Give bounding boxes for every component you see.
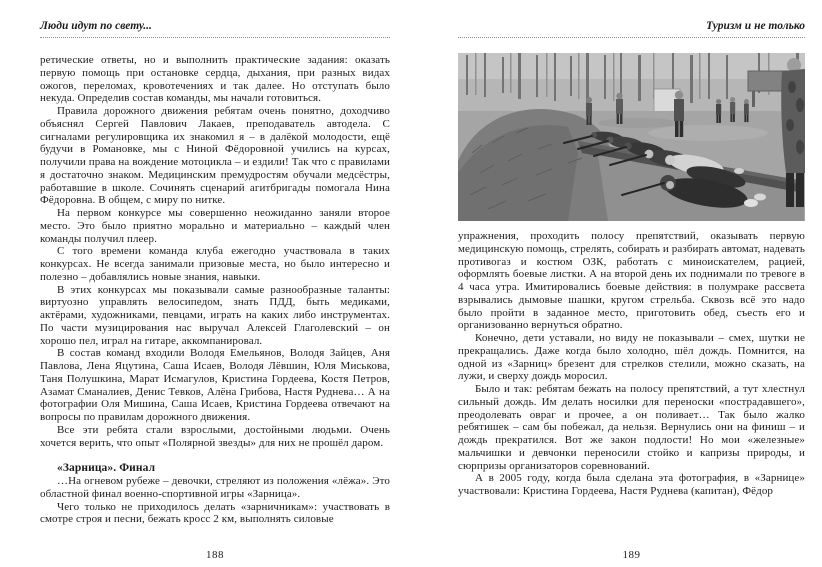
left-page [40, 20, 390, 567]
paragraph: На первом конкурсе мы совершенно неожиданно заняли второе место. Это было приятно морально и материально – каждый член команды получил плеер. [40, 207, 390, 245]
right-page [458, 20, 805, 567]
right-body-text [458, 230, 805, 498]
paragraph: ретические ответы, но и выполнить практические задания: оказать первую помощь при остановке сердца, дыхания, при разных видах ожогов, переломах, кровотечениях и так далее. Но отступать было некуда. Определив состав команды, мы начали готовиться. [40, 54, 390, 105]
section-heading: «Зарница». Финал [57, 462, 156, 475]
left-header-rule [40, 37, 390, 38]
paragraph: упражнения, проходить полосу препятствий, оказывать первую медицинскую помощь, стрелять, собирать и разбирать автомат, надевать противогаз и костюм ОЗК, работать с миноискателем, рацией, оформлять боевые листки. А на второй день их поднимали по тревоге в 4 часа утра. Имитировались боевые действия: в полумраке рассвета взрывались дымовые шашки, кругом стрельба. Сквозь всё это надо было пройти в заданное место, приготовить обед, съесть его и организованно вернуться обратно. [458, 230, 805, 332]
left-running-header: Люди идут по свету... [40, 20, 152, 32]
paragraph: В этих конкурсах мы показывали самые разнообразные таланты: виртуозно управлять велосипедом, знать ПДД, быть медиками, актёрами, художниками, певцами, играть на каких либо инструментах. По части музицирования нас выручал Алексей Глаголевский – он хорошо пел, играл на гитаре, аккомпанировал. [40, 283, 390, 347]
shooting-range-photo-illustration [458, 53, 805, 221]
paragraph: Чего только не приходилось делать «зарничникам»: участвовать в смотре строя и песни, бежать кросс 2 км, выполнять силовые [40, 500, 390, 526]
paragraph: С того времени команда клуба ежегодно участвовала в таких конкурсах. Не всегда занимали призовые места, но было интересно и полезно – добавлялись новые знания, навыки. [40, 245, 390, 283]
shooting-range-photo [458, 53, 805, 221]
paragraph: Было и так: ребятам бежать на полосу препятствий, а тут хлестнул сильный дождь. Им делать носилки для переноски «пострадавшего», преодолевать овраг и прочее, а он поливает… Так было жалко ребятишек – сам бы побежал, да нельзя. Вернулись они на финиш – и дождь прекратился. Вот же закон подлости! Но мои «железные» мальчишки и девчонки переносили стойко и капризы природы, и сюрпризы организаторов соревнований. [458, 383, 805, 472]
paragraph: Все эти ребята стали взрослыми, достойными людьми. Очень хочется верить, что опыт «Полярной звезды» для них не прошёл даром. [40, 423, 390, 449]
left-body-text [40, 54, 390, 526]
right-page-number: 189 [622, 549, 641, 561]
right-running-header: Туризм и не только [706, 20, 805, 32]
paragraph: …На огневом рубеже – девочки, стреляют из положения «лёжа». Это областной финал военно-спортивной игры «Зарница». [40, 475, 390, 500]
paragraph: Правила дорожного движения ребятам очень понятно, доходчиво объяснял Сергей Павлович Лакаев, преподаватель автодела. С сигналами регулировщика их знакомил я – в далёкой молодости, ещё будучи в Романовке, мы с Ниной Фёдоровной учились на курсах, получили права на вождение мотоцикла – и ездили! Так что с правилами я достаточно знаком. Медицинским премудростям обучали медсёстры, работавшие в школе. Сочинять сценарий агитбригады помогала Нина Фёдоровна. В общем, с миру по нитке. [40, 105, 390, 207]
left-page-number: 188 [206, 549, 224, 561]
paragraph: А в 2005 году, когда была сделана эта фотография, в «Зарнице» участвовали: Кристина Гордеева, Настя Руднева (капитан), Фёдор [458, 472, 805, 497]
right-header-rule [458, 37, 805, 38]
paragraph: Конечно, дети уставали, но виду не показывали – смех, шутки не прекращались. Даже когда было холодно, шёл дождь. Помнится, на одной из «Зарниц» брезент для стрелков стелили, можно сказать, на лужи, и сверху дождь моросил. [458, 332, 805, 383]
paragraph: В состав команд входили Володя Емельянов, Володя Зайцев, Аня Павлова, Лена Яцутина, Саша Исаев, Володя Лёвшин, Юля Миськова, Таня Полушкина, Марат Исмагулов, Кристина Гордеева, Костя Петров, Азамат Сманалиев, Денис Тевков, Алёна Грибова, Настя Руднева… А на фотографии Оля Мишина, Саша Исаев, Кристина Гордеева отвечают на вопросы по правилам дорожного движения. [40, 347, 390, 423]
